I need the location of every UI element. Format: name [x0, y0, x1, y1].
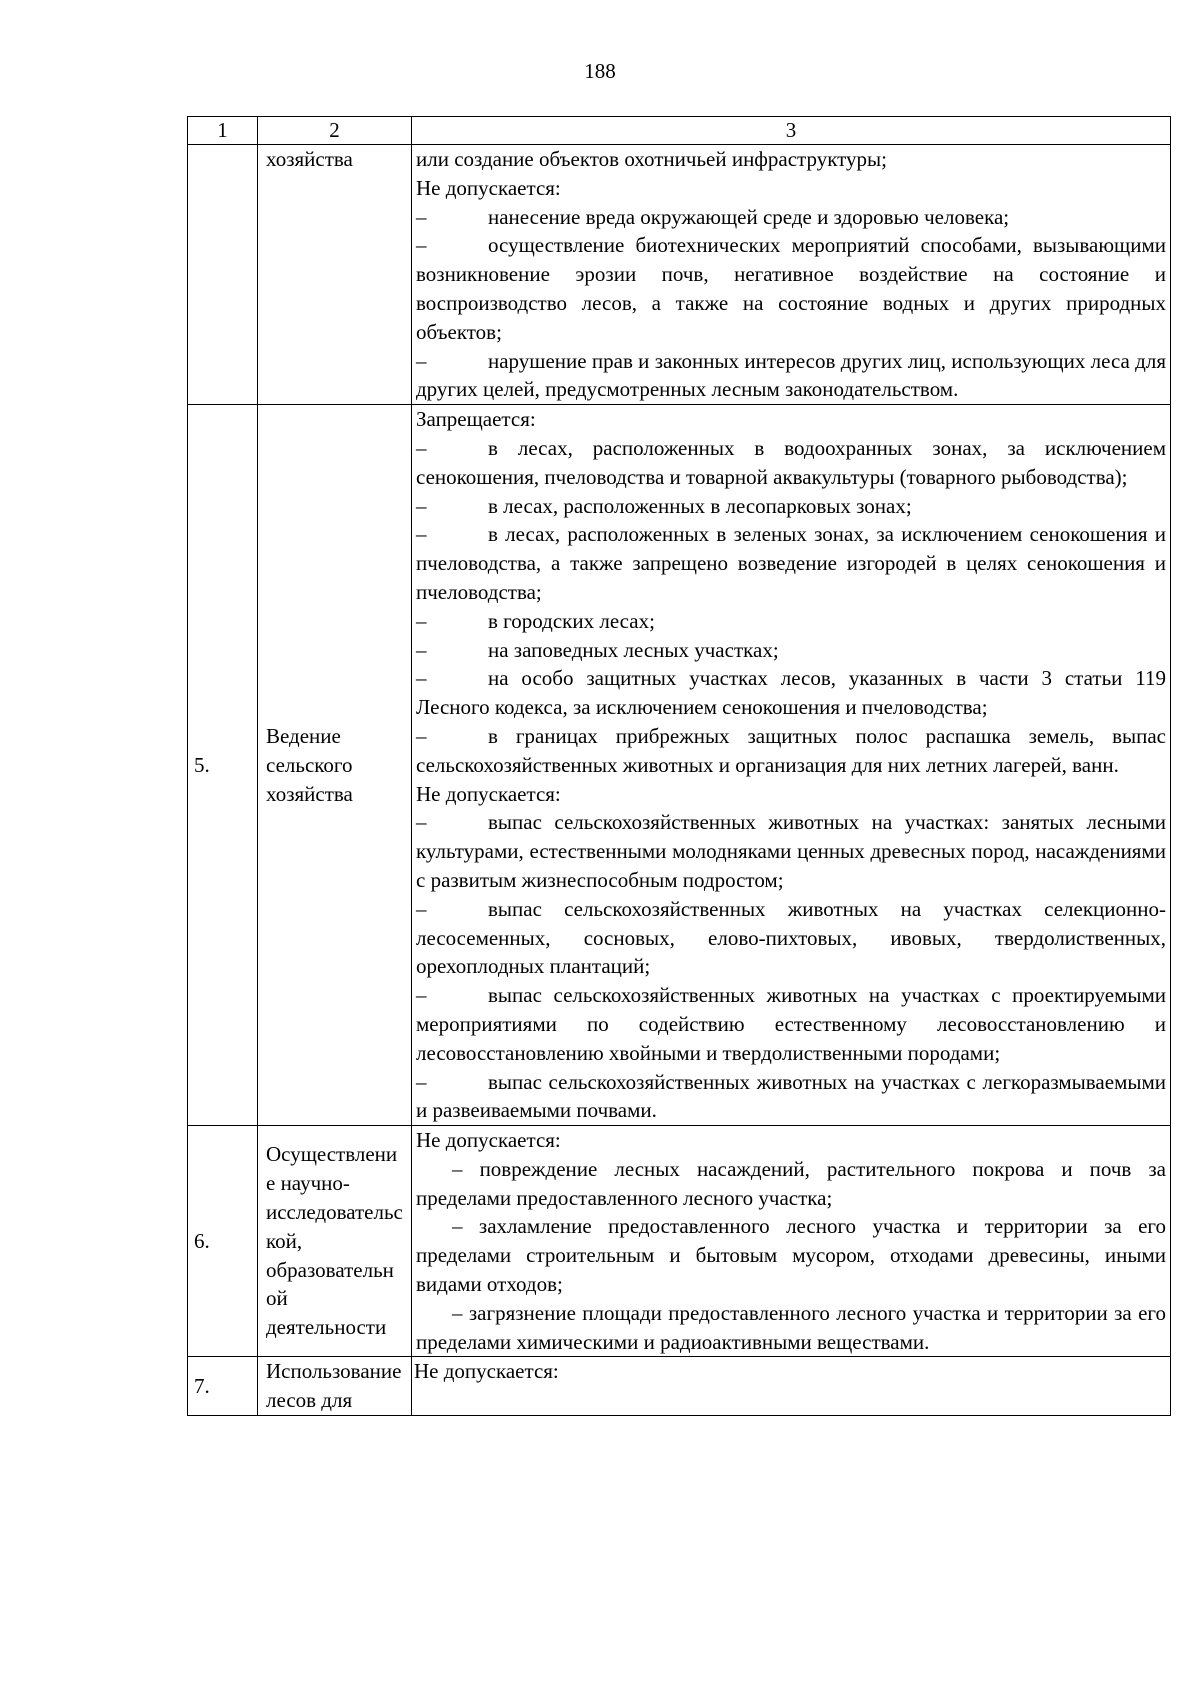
header-col-2: 2 — [258, 117, 412, 145]
list-item: – повреждение лесных насаждений, растительного покрова и почв за пределами предоставленного лесного участка; — [416, 1156, 1166, 1210]
dash-bullet: – — [416, 348, 427, 373]
table-row — [188, 1357, 1171, 1416]
section-heading: Не допускается: — [414, 1359, 559, 1384]
list-item: – выпас сельскохозяйственных животных на участках с проектируемыми мероприятиями по содействию естественному лесовосстановлению и лесовосстановлению хвойными и твердолиственными породами; — [416, 983, 1166, 1065]
table-row — [188, 405, 1171, 1126]
list-item: – выпас сельскохозяйственных животных на участках: занятых лесными культурами, естественными молодняками ценных древесных пород, насаждениями с развитым жизнеспособным подростом; — [416, 810, 1166, 892]
list-item: – осуществление биотехнических мероприятий способами, вызывающими возникновение эрозии почв, негативное воздействие на состояние и воспроизводство лесов, а также на состояние водных и других природных объектов; — [416, 233, 1166, 344]
row-number — [188, 145, 258, 405]
table-row — [188, 145, 1171, 405]
row-number: 6. — [188, 1126, 258, 1357]
row-number: 7. — [188, 1357, 258, 1416]
list-item: – в лесах, расположенных в водоохранных зонах, за исключением сенокошения, пчеловодства и товарной аквакультуры (товарного рыбоводства); — [416, 435, 1166, 489]
restrictions-cell — [412, 405, 1171, 1126]
activity-name: Ведение сельского хозяйства — [258, 405, 412, 1126]
dash-bullet: – — [452, 1214, 463, 1239]
table-header-row — [188, 117, 1171, 145]
activity-name: хозяйства — [258, 145, 412, 405]
list-item: – в границах прибрежных защитных полос распашка земель, выпас сельскохозяйственных животных и организация для них летних лагерей, ванн. — [416, 723, 1166, 777]
list-item: – на особо защитных участках лесов, указанных в части 3 статьи 119 Лесного кодекса, за исключением сенокошения и пчеловодства; — [416, 666, 1166, 720]
table-row — [188, 1126, 1171, 1357]
restrictions-table — [187, 116, 1171, 1416]
paragraph: или создание объектов охотничьей инфраструктуры; — [416, 147, 887, 171]
section-heading: Не допускается: — [416, 175, 561, 200]
list-item: – нарушение прав и законных интересов других лиц, использующих леса для других целей, предусмотренных лесным законодательством. — [416, 348, 1166, 402]
dash-bullet: – — [452, 1300, 463, 1325]
dash-bullet: – — [416, 233, 427, 258]
row-number: 5. — [188, 405, 258, 1126]
list-item: – выпас сельскохозяйственных животных на участках с легкоразмываемыми и развеиваемыми почвами. — [416, 1069, 1166, 1123]
activity-name: Использование лесов для — [258, 1357, 412, 1416]
dash-bullet: – — [416, 204, 427, 229]
list-item: – на заповедных лесных участках; — [416, 637, 779, 662]
list-item: – выпас сельскохозяйственных животных на участках селекционно-лесосеменных, сосновых, елово-пихтовых, ивовых, твердолиственных, орехоплодных плантаций; — [416, 896, 1166, 979]
section-heading: Не допускается: — [416, 781, 561, 806]
list-item: – в лесах, расположенных в зеленых зонах, за исключением сенокошения и пчеловодства, а также запрещено возведение изгородей в целях сенокошения и пчеловодства; — [416, 522, 1166, 604]
section-heading: Запрещается: — [416, 407, 536, 432]
list-item: – загрязнение площади предоставленного лесного участка и территории за его пределами химическими и радиоактивными веществами. — [416, 1300, 1167, 1354]
list-item: – захламление предоставленного лесного участка и территории за его пределами строительным и бытовым мусором, отходами древесины, иными видами отходов; — [416, 1214, 1167, 1297]
restrictions-cell — [412, 1357, 1171, 1416]
section-heading: Не допускается: — [416, 1128, 561, 1153]
header-col-3: 3 — [412, 117, 1171, 145]
list-item: – нанесение вреда окружающей среде и здоровью человека; — [416, 203, 1166, 232]
restrictions-cell — [412, 145, 1171, 405]
list-item: – в лесах, расположенных в лесопарковых зонах; — [416, 493, 912, 518]
header-col-1: 1 — [188, 117, 258, 145]
page-number: 188 — [584, 59, 616, 83]
activity-name: Осуществлени е научно- исследовательс кой, образовательн ой деятельности — [258, 1126, 412, 1357]
restrictions-cell — [412, 1126, 1171, 1357]
list-item: – в городских лесах; — [416, 608, 655, 633]
dash-bullet: – — [452, 1156, 463, 1181]
